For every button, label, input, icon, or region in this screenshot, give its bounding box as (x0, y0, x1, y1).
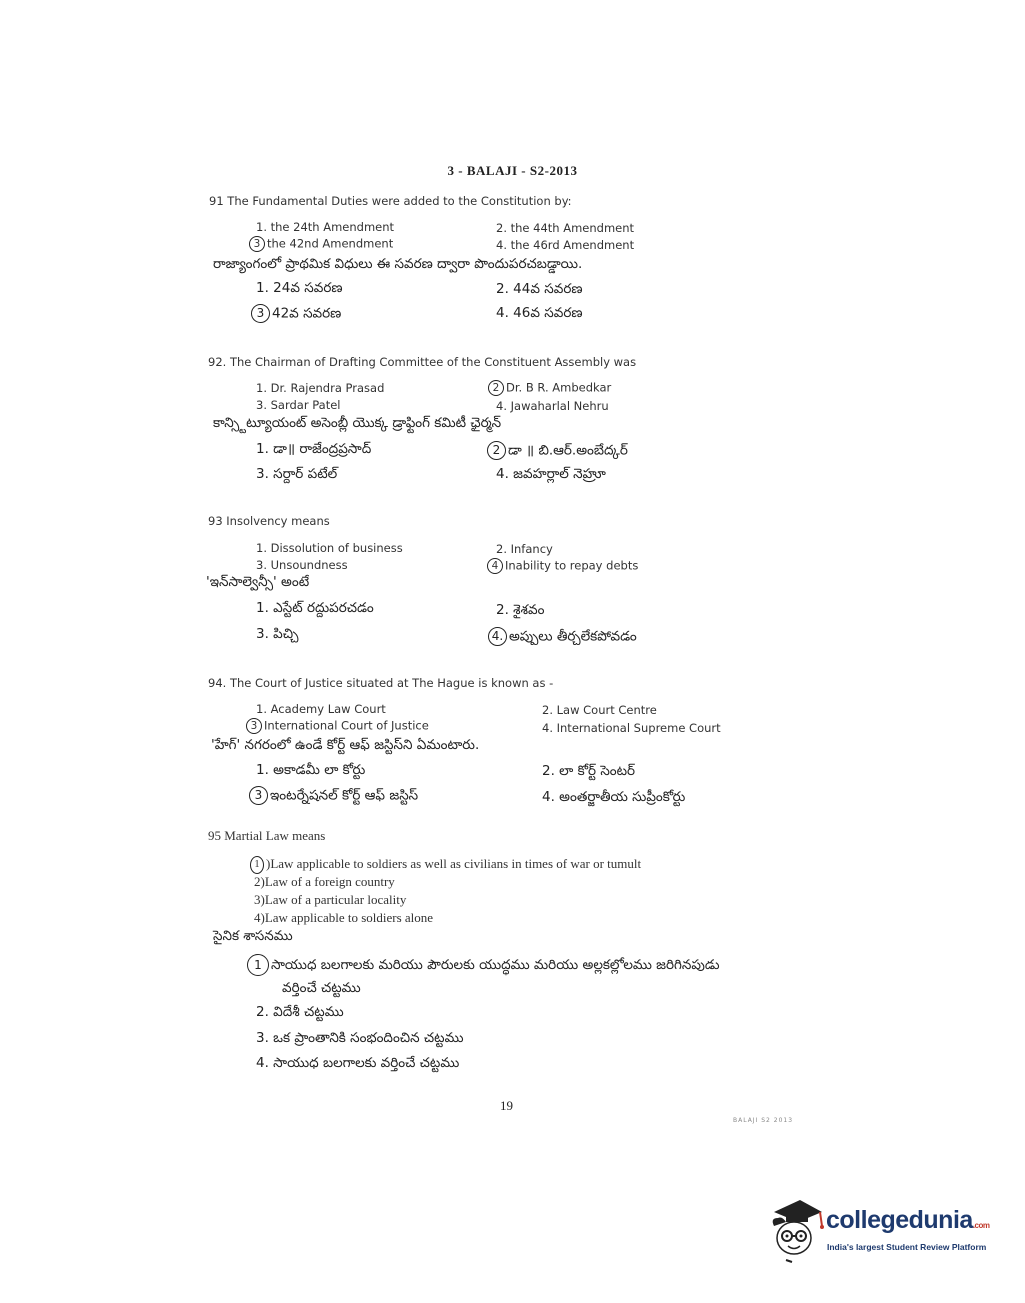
q93-telugu-option-3: 3. పిచ్చి (256, 626, 299, 642)
answer-circle: 2 (487, 441, 506, 460)
question-94: 94. The Court of Justice situated at The Hague is known as - (208, 676, 554, 690)
question-92: 92. The Chairman of Drafting Committee of the Constituent Assembly was (208, 355, 637, 369)
answer-circle: 4 (487, 558, 503, 574)
footer-code: BALAJI S2 2013 (733, 1117, 794, 1124)
q94-telugu-question: 'హేగ్' నగరంలో ఉండే కోర్ట్ ఆఫ్ జస్టిస్‌ని ఏమంటారు. (211, 737, 480, 753)
answer-circle: 3 (251, 304, 270, 323)
q95-telugu-option-3: 3. ఒక ప్రాంతానికి సంభందించిన చట్టము (256, 1030, 464, 1046)
q93-option-4: 4 Inability to repay debts (487, 558, 638, 574)
q92-telugu-option-2: 2 డా ॥ బి.ఆర్.అంబేద్కర్ (487, 441, 628, 462)
q94-option-1: 1. Academy Law Court (256, 702, 386, 716)
q94-option-2: 2. Law Court Centre (542, 703, 657, 717)
q94-telugu-option-4: 4. అంతర్జాతీయ సుప్రీంకోర్టు (542, 789, 686, 805)
answer-circle: 4. (488, 627, 507, 646)
q95-option-4: 4)Law applicable to soldiers alone (254, 910, 434, 925)
answer-circle: 3 (249, 786, 268, 805)
q91-telugu-option-3: 3 42వ సవరణ (251, 304, 341, 325)
q95-telugu-option-2: 2. విదేశీ చట్టము (256, 1004, 344, 1020)
q92-telugu-question: కాన్స్టిట్యూయంట్ అసెంబ్లీ యొక్క డ్రాఫ్టింగ్ కమిటీ ఛైర్మన్ (213, 415, 502, 431)
q91-telugu-question: రాజ్యాంగంలో ప్రాథమిక విధులు ఈ సవరణ ద్వారా పొందుపరచబడ్డాయి. (213, 256, 583, 272)
question-91: 91 The Fundamental Duties were added to the Constitution by: (209, 194, 572, 208)
q92-option-3: 3. Sardar Patel (256, 398, 341, 412)
answer-circle: 1 (247, 954, 269, 976)
q93-telugu-option-1: 1. ఎస్టేట్ రద్దుపరచడం (256, 600, 374, 616)
answer-circle: 1 (250, 856, 264, 874)
answer-circle: 3 (249, 236, 265, 252)
brand-name: collegedunia.com (826, 1206, 990, 1234)
mascot-icon (766, 1196, 826, 1266)
q95-telugu-question: సైనిక శాసనము (213, 928, 293, 944)
collegedunia-logo (766, 1196, 996, 1266)
q91-telugu-option-1: 1. 24వ సవరణ (256, 280, 343, 296)
answer-circle: 3 (246, 718, 262, 734)
q95-option-2: 2)Law of a foreign country (254, 874, 395, 889)
q95-telugu-option-1: 1 సాయుధ బలగాలకు మరియు పౌరులకు యుద్ధము మరియు అల్లకల్లోలము జరిగినపుడు (247, 954, 720, 976)
q94-option-4: 4. International Supreme Court (542, 721, 721, 735)
q92-telugu-option-3: 3. సర్దార్ పటేల్ (256, 466, 338, 482)
q92-option-1: 1. Dr. Rajendra Prasad (256, 381, 385, 395)
q91-option-2: 2. the 44th Amendment (496, 221, 635, 235)
brand-tagline: India's largest Student Review Platform (827, 1242, 987, 1252)
q93-telugu-option-2: 2. శైశవం (496, 602, 545, 618)
q95-option-3: 3)Law of a particular locality (254, 892, 407, 907)
q91-telugu-option-4: 4. 46వ సవరణ (496, 305, 583, 321)
question-93: 93 Insolvency means (208, 514, 330, 528)
page-number: 19 (500, 1098, 513, 1113)
q94-option-3: 3 International Court of Justice (246, 718, 429, 734)
q91-option-4: 4. the 46rd Amendment (496, 238, 635, 252)
q91-telugu-option-2: 2. 44వ సవరణ (496, 281, 583, 297)
q94-telugu-option-3: 3 ఇంటర్నేషనల్ కోర్ట్ ఆఫ్ జస్టిస్ (249, 786, 418, 807)
q95-option-1: 1 )Law applicable to soldiers as well as civilians in times of war or tumult (250, 856, 641, 874)
q93-telugu-question: 'ఇన్‌సాల్వెన్సీ' అంటే (206, 574, 310, 590)
q92-option-2: 2 Dr. B R. Ambedkar (488, 380, 611, 396)
answer-circle: 2 (488, 380, 504, 396)
q95-telugu-option-1-cont: వర్తించే చట్టము (282, 980, 361, 996)
q93-option-3: 3. Unsoundness (256, 558, 348, 572)
q92-telugu-option-1: 1. డా॥ రాజేంద్రప్రసాద్ (256, 441, 372, 457)
question-95: 95 Martial Law means (208, 828, 326, 843)
q91-option-3: 3 the 42nd Amendment (249, 236, 393, 252)
q93-option-2: 2. Infancy (496, 542, 553, 556)
q93-telugu-option-4: 4. అప్పులు తీర్చలేకపోవడం (488, 627, 637, 648)
q92-option-4: 4. Jawaharlal Nehru (496, 399, 609, 413)
q93-option-1: 1. Dissolution of business (256, 541, 403, 555)
q94-telugu-option-2: 2. లా కోర్ట్ సెంటర్ (542, 763, 636, 779)
q95-telugu-option-4: 4. సాయుధ బలగాలకు వర్తించే చట్టము (256, 1055, 460, 1071)
q92-telugu-option-4: 4. జవహర్లాల్ నెహ్రూ (496, 466, 606, 482)
page-header: 3 - BALAJI - S2-2013 (447, 163, 578, 178)
q91-option-1: 1. the 24th Amendment (256, 220, 395, 234)
q94-telugu-option-1: 1. అకాడమీ లా కోర్టు (256, 762, 366, 778)
